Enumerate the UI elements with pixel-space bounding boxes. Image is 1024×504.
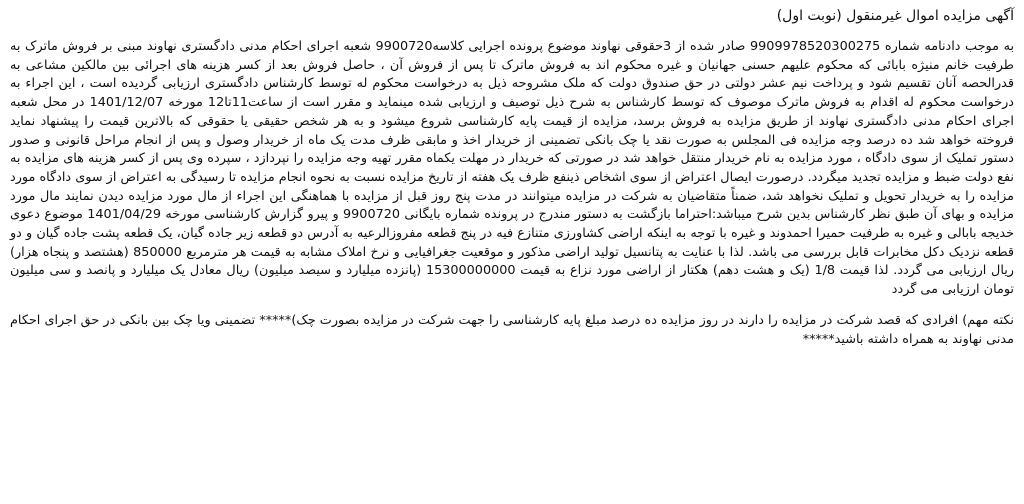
notice-body: به موجب دادنامه شماره 9909978520300275 صادر شده از 3حقوقی نهاوند موضوع پرونده اجرایی کلاسه9900720 شعبه اجرای احکام مدنی دادگستری نهاوند مبنی بر فروش ماترک به طرفیت خانم منیژه بابائی که محکوم علیهم حسنی جهانیان و غیره محکوم اند به فروش ماترک تا پس از فروش آن ، حاصل فروش بعد از کسر هزینه های اجرائی بین مالکین مشاعی به قدرالحصه آنان تقسیم شود و پرداخت نیم عشر دولتی در حق صندوق دولت که ملک مشروحه ذیل به درخواست محکوم له توسط کارشناس دادگستری ارزیابی گردیده است ، این اجراء به درخواست محکوم له اقدام به فروش ماترک موصوف که توسط کارشناس به شرح ذیل توصیف و ارزیابی شده مینماید و مقرر است از ساعت11تا12 مورخه 1401/12/07 در محل شعبه اجرای احکام مدنی دادگستری نهاوند از طریق مزایده به فروش برسد، مزایده از قیمت پایه کارشناسی شروع میشود و به هر شخص حقیقی یا حقوقی که بالاترین قیمت را پیشنهاد نماید فروخته خواهد شد ده درصد وجه مزایده فی المجلس به صورت نقد یا چک بانکی تضمینی از خریدار اخذ و مابقی ظرف مدت یک ماه از خریدار وصول و پس از انجام مراحل قانونی و صدور دستور تملیک از سوی دادگاه ، مورد مزایده به نام خریدار منتقل خواهد شد در صورتی که خریدار در مهلت یکماه مقرر تهیه وجه مزایده را نپردازد ، سپرده وی پس از کسر هزینه های مزایده به نفع دولت ضبط و مزایده تجدید میگردد. درصورت ایصال اعتراض از سوی اشخاص ذینفع ظرف یک هفته از تاریخ مزایده نسبت به نحوه انجام مزایده تا رسیدگی به اعتراض از سوی دادگاه مورد مزایده را به خریدار تحویل و تملیک نخواهد شد، ضمناً متقاضیان به شرکت در مزایده میتوانند در مدت پنج روز قبل از مزایده با هماهنگی این اجراء از مال مورد مزایده دیدن نمایند مال مورد مزایده و بهای آن طبق نظر کارشناس بدین شرح میباشد:احتراما بازگشت به دستور مندرج در پرونده شماره بایگانی 9900720 و پیرو گزارش کارشناسی مورخه 1401/04/29 موضوع دعوی خدیجه بابالی و غیره به طرفیت حمیرا احمدوند و غیره با توجه به اینکه اراضی کشاورزی متنازع فیه در پنج قطعه مفروزالرعیه به آدرس دو قطعه زیر جاده گیان، یک قطعه پشت جاده گیان و دو قطعه نزدیک دکل مخابرات قابل بررسی می باشد. لذا با عنایت به پتانسیل تولید اراضی مذکور و موقعیت جغرافیایی و نرخ املاک مشابه به قیمت هر مترمربع 850000 (هشتصد و پنجاه هزار) ریال ارزیابی می گردد. لذا قیمت 1/8 (یک و هشت دهم) هکتار از اراضی مورد نزاع به قیمت 15300000000 (پانزده میلیارد و سیصد میلیون) ریال معادل یک میلیارد و پانصد و سی میلیون تومان ارزیابی می گردد: [10, 39, 1015, 298]
notice-title: آگهی مزایده اموال غیرمنقول (نوبت اول): [776, 8, 1014, 24]
important-note: نکته مهم) افرادی که قصد شرکت در مزایده را دارند در روز مزایده ده درصد مبلغ پایه کارشناسی را جهت شرکت در مزایده بصورت چک)***** تضمینی ویا چک بین بانکی در حق اجرای احکام مدنی نهاوند به همراه داشته باشید*****: [10, 312, 1014, 347]
